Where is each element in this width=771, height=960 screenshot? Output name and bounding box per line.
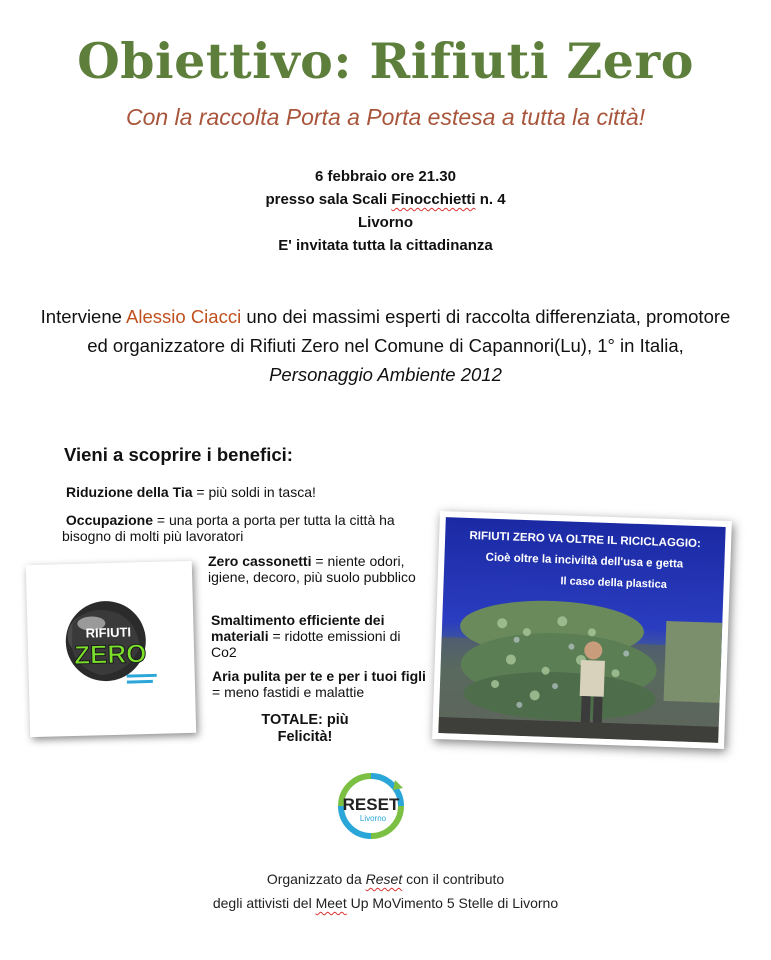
event-place [0,188,771,211]
event-place-name: Finocchietti [391,191,476,208]
rifiuti-zero-logo-photo [26,561,196,737]
benefit-key: Zero cassonetti [208,553,312,569]
poster-image [438,517,725,743]
benefit-key: Aria pulita per te e per i tuoi figli [212,668,426,684]
benefit-key: Riduzione della Tia [66,484,193,500]
logo-top-text: RIFIUTI [85,624,132,641]
event-place-suffix: n. 4 [475,191,506,208]
benefits-total: TOTALE: più Felicità! [261,712,349,745]
speaker-description: uno dei massimi esperti di raccolta differenziata, promotore ed organizzatore di Rifiuti Zero nel Comune di Capannori(Lu), 1° in Italia, [87,306,731,356]
reset-logo-icon [335,770,407,842]
benefit-text: = una porta a porta per tutta la città ha bisogno di molti più lavoratori [62,512,395,544]
footer-text: degli attivisti del [212,895,316,911]
speaker-name: Alessio Ciacci [126,306,242,327]
benefit-item [208,553,428,585]
event-invite: E' invitata tutta la cittadinanza [278,237,493,254]
speaker-lead: Interviene [40,306,127,327]
event-date: 6 febbraio ore 21.30 [315,168,456,185]
benefit-key: Smaltimento efficiente dei materiali [211,612,385,644]
event-city: Livorno [358,214,413,231]
benefit-text: = più soldi in tasca! [192,484,316,500]
footer-org-name: Reset [365,871,403,887]
footer-text: Up MoVimento 5 Stelle di Livorno [346,895,559,911]
benefit-text: = niente odori, igiene, decoro, più suolo pubblico [208,553,416,585]
footer-line-1 [0,867,771,891]
event-place-prefix: presso sala Scali [265,191,392,208]
poster-line-1: RIFIUTI ZERO VA OLTRE IL RICICLAGGIO: [469,530,702,551]
page-subtitle: Con la raccolta Porta a Porta estesa a tutta la città! [125,104,646,130]
poster-line-2: Cioè oltre la inciviltà dell'usa e getta [485,551,684,571]
reset-livorno-logo [335,770,407,847]
benefit-item [66,484,316,500]
benefits-heading: Vieni a scoprire i benefici: [64,444,293,465]
reset-logo-sub: Livorno [359,814,387,823]
footer-line-2 [0,891,771,915]
poster-line-3: Il caso della plastica [560,575,668,591]
benefit-text: = meno fastidi e malattie [212,684,365,700]
rifiuti-zero-logo-icon [26,561,196,737]
benefit-item [211,612,426,660]
benefit-item [212,668,427,700]
page-title: Obiettivo: Rifiuti Zero [77,32,694,90]
recycling-poster-photo [432,511,732,749]
footer-credits [0,867,771,915]
footer-meet: Meet [315,895,347,911]
logo-main-text: ZERO [73,638,147,670]
footer-text: Organizzato da [266,871,366,887]
speaker-paragraph [40,302,731,389]
benefit-key: Occupazione [65,512,154,528]
benefit-text: = ridotte emissioni di Co2 [211,628,401,660]
speaker-award: Personaggio Ambiente 2012 [269,364,502,385]
footer-text: con il contributo [402,871,505,887]
event-details [0,165,771,257]
benefit-item [62,512,442,544]
bottles-bag-icon [438,517,725,743]
reset-logo-main: RESET [342,795,400,814]
